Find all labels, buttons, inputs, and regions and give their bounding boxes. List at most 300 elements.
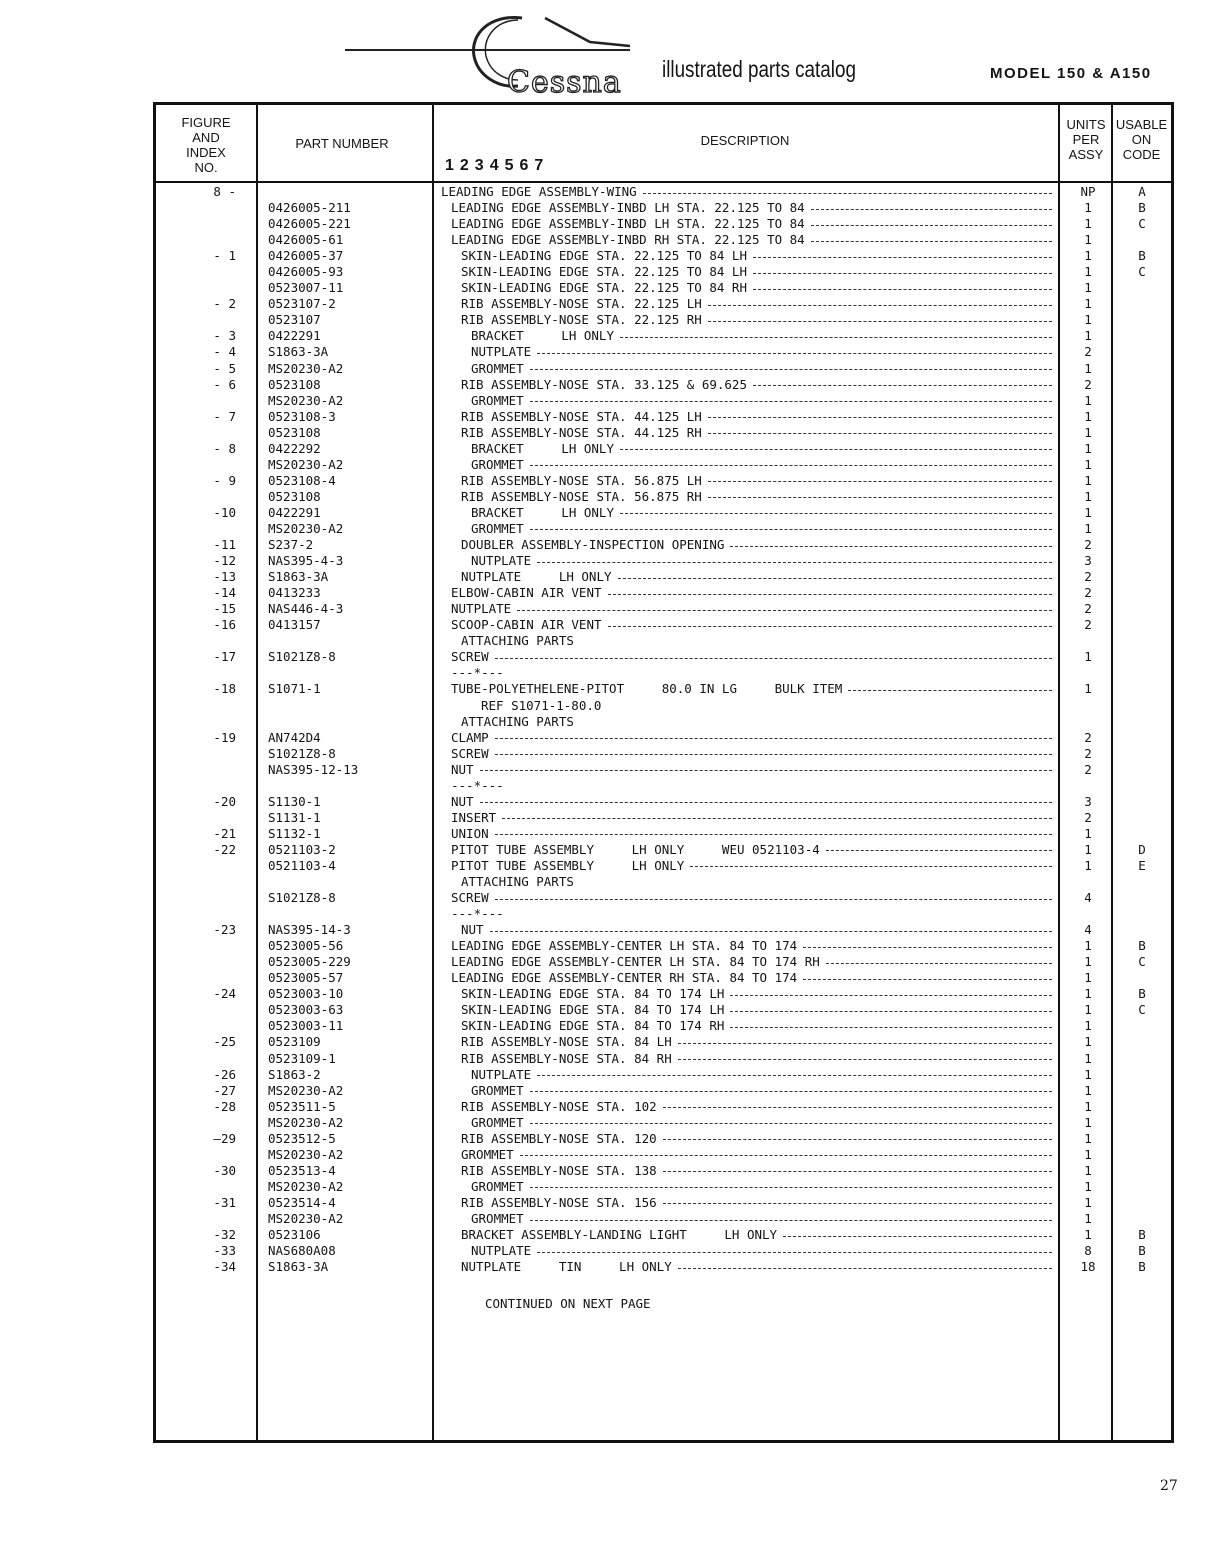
column-header-description: DESCRIPTION bbox=[700, 133, 790, 148]
table-row bbox=[156, 248, 1171, 264]
leader-line bbox=[495, 754, 1052, 755]
description bbox=[451, 810, 1056, 826]
table-row bbox=[156, 1259, 1171, 1275]
leader-line bbox=[620, 513, 1052, 514]
leader-line bbox=[530, 529, 1052, 530]
part-number: MS20230-A2 bbox=[268, 456, 344, 472]
leader-line bbox=[753, 385, 1052, 386]
description-text: RIB ASSEMBLY-NOSE STA. 44.125 RH bbox=[461, 424, 702, 440]
table-row bbox=[156, 1018, 1171, 1034]
part-number: MS20230-A2 bbox=[268, 1082, 344, 1098]
figure-index: -25 bbox=[213, 1034, 236, 1050]
description-text: SKIN-LEADING EDGE STA. 84 TO 174 LH bbox=[461, 1002, 725, 1018]
description-text: LEADING EDGE ASSEMBLY-CENTER LH STA. 84 TO 174 RH bbox=[451, 954, 820, 970]
units-per-assy: 1 bbox=[1084, 504, 1092, 520]
description-text: RIB ASSEMBLY-NOSE STA. 33.125 & 69.625 bbox=[461, 376, 747, 392]
description-text: GROMMET bbox=[461, 1146, 514, 1162]
table-row bbox=[156, 1067, 1171, 1083]
description-text: CLAMP bbox=[451, 729, 489, 745]
figure-index: -19 bbox=[213, 729, 236, 745]
table-row bbox=[156, 1243, 1171, 1259]
figure-index: -26 bbox=[213, 1066, 236, 1082]
description-text: RIB ASSEMBLY-NOSE STA. 44.125 LH bbox=[461, 408, 702, 424]
description bbox=[451, 762, 1056, 778]
table-row bbox=[156, 280, 1171, 296]
units-per-assy: 4 bbox=[1084, 890, 1092, 906]
model-label: MODEL 150 & A150 bbox=[990, 65, 1152, 82]
leader-line bbox=[663, 1203, 1052, 1204]
description-text: NUT bbox=[461, 922, 484, 938]
cessna-logo bbox=[460, 14, 660, 100]
table-row bbox=[156, 553, 1171, 569]
table-row bbox=[156, 778, 1171, 794]
part-number: 0523514-4 bbox=[268, 1194, 336, 1210]
description-text: ---*--- bbox=[451, 665, 504, 681]
continued-note: CONTINUED ON NEXT PAGE bbox=[485, 1296, 651, 1311]
table-row bbox=[156, 409, 1171, 425]
figure-index: -24 bbox=[213, 986, 236, 1002]
leader-line bbox=[848, 690, 1052, 691]
description-text: SCREW bbox=[451, 745, 489, 761]
description bbox=[451, 890, 1056, 906]
usable-on-code: E bbox=[1138, 857, 1146, 873]
leader-line bbox=[811, 225, 1052, 226]
description-text: ATTACHING PARTS bbox=[461, 874, 574, 890]
leader-line bbox=[678, 1059, 1052, 1060]
description bbox=[451, 842, 1056, 858]
part-number: 0523511-5 bbox=[268, 1098, 336, 1114]
description bbox=[461, 264, 1056, 280]
units-per-assy: 1 bbox=[1084, 1082, 1092, 1098]
units-per-assy: 1 bbox=[1084, 1114, 1092, 1130]
table-row bbox=[156, 922, 1171, 938]
table-row bbox=[156, 296, 1171, 312]
units-per-assy: 1 bbox=[1084, 825, 1092, 841]
units-per-assy: 1 bbox=[1084, 440, 1092, 456]
units-per-assy: 1 bbox=[1084, 200, 1092, 216]
description-text: INSERT bbox=[451, 809, 497, 825]
description-text: GROMMET bbox=[471, 1211, 524, 1226]
table-row bbox=[156, 762, 1171, 778]
column-header-part-number: PART NUMBER bbox=[295, 136, 389, 151]
part-number: MS20230-A2 bbox=[268, 392, 344, 408]
usable-on-code: D bbox=[1138, 841, 1146, 857]
description bbox=[451, 617, 1056, 633]
figure-index: -34 bbox=[213, 1259, 236, 1275]
leader-line bbox=[811, 209, 1052, 210]
leader-line bbox=[530, 465, 1052, 466]
part-number: AN742D4 bbox=[268, 729, 321, 745]
table-row bbox=[156, 681, 1171, 697]
leader-line bbox=[708, 305, 1052, 306]
usable-on-code: B bbox=[1138, 1243, 1146, 1259]
description-text: NUTPLATE bbox=[471, 1066, 532, 1082]
description bbox=[461, 489, 1056, 505]
part-number: S237-2 bbox=[268, 537, 314, 553]
leader-line bbox=[620, 337, 1052, 338]
table-row bbox=[156, 1051, 1171, 1067]
description-text: RIB ASSEMBLY-NOSE STA. 120 bbox=[461, 1130, 657, 1146]
description bbox=[461, 280, 1056, 296]
description bbox=[471, 361, 1056, 377]
leader-line bbox=[730, 1011, 1052, 1012]
leader-line bbox=[608, 626, 1052, 627]
leader-line bbox=[690, 866, 1052, 867]
units-per-assy: 18 bbox=[1080, 1259, 1096, 1275]
part-number: MS20230-A2 bbox=[268, 520, 344, 536]
leader-line bbox=[708, 321, 1052, 322]
part-number: S1863-3A bbox=[268, 569, 329, 585]
part-number: 0523109 bbox=[268, 1034, 321, 1050]
description-text: NUTPLATE bbox=[471, 344, 532, 360]
description bbox=[461, 1051, 1056, 1067]
description bbox=[451, 216, 1056, 232]
part-number: 0523107 bbox=[268, 312, 321, 328]
units-per-assy: 1 bbox=[1084, 1050, 1092, 1066]
leader-line bbox=[530, 401, 1052, 402]
part-number: MS20230-A2 bbox=[268, 1211, 344, 1226]
figure-index: -20 bbox=[213, 793, 236, 809]
leader-line bbox=[530, 1123, 1052, 1124]
units-per-assy: 1 bbox=[1084, 970, 1092, 986]
leader-line bbox=[753, 273, 1052, 274]
description-text: GROMMET bbox=[471, 1082, 524, 1098]
part-number: S1021Z8-8 bbox=[268, 745, 336, 761]
part-number: 0523108-4 bbox=[268, 472, 336, 488]
units-per-assy: 8 bbox=[1084, 1243, 1092, 1259]
units-per-assy: 1 bbox=[1084, 649, 1092, 665]
description bbox=[461, 296, 1056, 312]
leader-line bbox=[663, 1171, 1052, 1172]
description bbox=[461, 1163, 1056, 1179]
units-per-assy: 1 bbox=[1084, 472, 1092, 488]
leader-line bbox=[753, 289, 1052, 290]
description bbox=[471, 1115, 1056, 1131]
part-number: NAS680A08 bbox=[268, 1243, 336, 1259]
description bbox=[481, 698, 1056, 714]
description-text: SCOOP-CABIN AIR VENT bbox=[451, 617, 602, 633]
table-row bbox=[156, 794, 1171, 810]
description bbox=[471, 1211, 1056, 1227]
description-text: RIB ASSEMBLY-NOSE STA. 102 bbox=[461, 1098, 657, 1114]
description bbox=[461, 1002, 1056, 1018]
table-row bbox=[156, 874, 1171, 890]
part-number: 0523513-4 bbox=[268, 1162, 336, 1178]
indent-ruler: 1234567 bbox=[445, 157, 550, 174]
description-text: RIB ASSEMBLY-NOSE STA. 56.875 RH bbox=[461, 488, 702, 504]
usable-on-code: C bbox=[1138, 264, 1146, 280]
leader-line bbox=[495, 658, 1052, 659]
figure-index: -12 bbox=[213, 553, 236, 569]
table-row bbox=[156, 264, 1171, 280]
description bbox=[461, 1147, 1056, 1163]
usable-on-code: C bbox=[1138, 216, 1146, 232]
table-row bbox=[156, 328, 1171, 344]
figure-index: -27 bbox=[213, 1082, 236, 1098]
description-text: PITOT TUBE ASSEMBLY LH ONLY bbox=[451, 857, 685, 873]
description bbox=[451, 794, 1056, 810]
part-number: NAS395-4-3 bbox=[268, 553, 344, 569]
part-number: 0426005-61 bbox=[268, 232, 344, 248]
leader-line bbox=[678, 1043, 1052, 1044]
table-row bbox=[156, 344, 1171, 360]
description-text: ---*--- bbox=[451, 906, 504, 922]
description bbox=[471, 328, 1056, 344]
description-text: UNION bbox=[451, 825, 489, 841]
table-row bbox=[156, 312, 1171, 328]
table-row bbox=[156, 1227, 1171, 1243]
part-number: 0413233 bbox=[268, 585, 321, 601]
table-row bbox=[156, 1083, 1171, 1099]
leader-line bbox=[530, 1187, 1052, 1188]
table-row bbox=[156, 633, 1171, 649]
description bbox=[451, 200, 1056, 216]
description bbox=[461, 1259, 1056, 1275]
table-row bbox=[156, 714, 1171, 730]
part-number: MS20230-A2 bbox=[268, 1114, 344, 1130]
units-per-assy: 1 bbox=[1084, 1178, 1092, 1194]
leader-line bbox=[537, 1252, 1052, 1253]
leader-line bbox=[730, 995, 1052, 996]
table-row bbox=[156, 441, 1171, 457]
units-per-assy: 1 bbox=[1084, 392, 1092, 408]
leader-line bbox=[708, 497, 1052, 498]
units-per-assy: 1 bbox=[1084, 296, 1092, 312]
description-text: GROMMET bbox=[471, 520, 524, 536]
description bbox=[471, 553, 1056, 569]
part-number: 0523007-11 bbox=[268, 280, 344, 296]
figure-index: -33 bbox=[213, 1243, 236, 1259]
table-row bbox=[156, 649, 1171, 665]
part-number: 0426005-221 bbox=[268, 216, 351, 232]
leader-line bbox=[608, 594, 1052, 595]
description-text: RIB ASSEMBLY-NOSE STA. 138 bbox=[461, 1162, 657, 1178]
leader-line bbox=[480, 802, 1052, 803]
part-number: 0523005-56 bbox=[268, 938, 344, 954]
part-number: S1071-1 bbox=[268, 681, 321, 697]
usable-on-code: B bbox=[1138, 1227, 1146, 1243]
figure-index: —29 bbox=[213, 1130, 236, 1146]
description-text: LEADING EDGE ASSEMBLY-WING bbox=[441, 184, 637, 199]
part-number: 0523003-63 bbox=[268, 1002, 344, 1018]
header-divider bbox=[156, 181, 1171, 183]
table-row bbox=[156, 1195, 1171, 1211]
table-row bbox=[156, 1034, 1171, 1050]
figure-index: - 2 bbox=[213, 296, 236, 312]
description bbox=[461, 248, 1056, 264]
description bbox=[461, 1195, 1056, 1211]
description bbox=[451, 938, 1056, 954]
description bbox=[451, 681, 1056, 697]
description bbox=[461, 569, 1056, 585]
units-per-assy: 2 bbox=[1084, 344, 1092, 360]
part-number: 0422291 bbox=[268, 328, 321, 344]
table-row bbox=[156, 665, 1171, 681]
units-per-assy: 1 bbox=[1084, 986, 1092, 1002]
figure-index: - 3 bbox=[213, 328, 236, 344]
part-number: S1131-1 bbox=[268, 809, 321, 825]
units-per-assy: 1 bbox=[1084, 520, 1092, 536]
description bbox=[471, 457, 1056, 473]
part-number: 0422291 bbox=[268, 504, 321, 520]
usable-on-code: B bbox=[1138, 1259, 1146, 1275]
part-number: 0426005-93 bbox=[268, 264, 344, 280]
units-per-assy: 1 bbox=[1084, 328, 1092, 344]
description-text: LEADING EDGE ASSEMBLY-INBD RH STA. 22.125 TO 84 bbox=[451, 232, 805, 248]
description-text: TUBE-POLYETHELENE-PITOT 80.0 IN LG BULK ITEM bbox=[451, 681, 843, 697]
table-row bbox=[156, 537, 1171, 553]
table-row bbox=[156, 730, 1171, 746]
units-per-assy: 2 bbox=[1084, 376, 1092, 392]
table-row bbox=[156, 1179, 1171, 1195]
figure-index: -23 bbox=[213, 922, 236, 938]
part-number: S1863-3A bbox=[268, 1259, 329, 1275]
part-number: 0523003-10 bbox=[268, 986, 344, 1002]
description-text: NUTPLATE bbox=[471, 1243, 532, 1259]
leader-line bbox=[520, 1155, 1052, 1156]
units-per-assy: 1 bbox=[1084, 938, 1092, 954]
description bbox=[451, 858, 1056, 874]
description-text: GROMMET bbox=[471, 360, 524, 376]
usable-on-code: C bbox=[1138, 954, 1146, 970]
description bbox=[451, 970, 1056, 986]
description-text: REF S1071-1-80.0 bbox=[481, 697, 602, 713]
description-text: RIB ASSEMBLY-NOSE STA. 156 bbox=[461, 1194, 657, 1210]
description-text: LEADING EDGE ASSEMBLY-INBD LH STA. 22.125 TO 84 bbox=[451, 200, 805, 216]
leader-line bbox=[708, 481, 1052, 482]
description-text: SCREW bbox=[451, 649, 489, 665]
units-per-assy: 1 bbox=[1084, 841, 1092, 857]
description bbox=[461, 874, 1056, 890]
units-per-assy: 1 bbox=[1084, 232, 1092, 248]
units-per-assy: 2 bbox=[1084, 585, 1092, 601]
part-number: 0523107-2 bbox=[268, 296, 336, 312]
description bbox=[451, 826, 1056, 842]
units-per-assy: 2 bbox=[1084, 809, 1092, 825]
units-per-assy: 1 bbox=[1084, 424, 1092, 440]
leader-line bbox=[730, 546, 1052, 547]
part-number: 0523108 bbox=[268, 376, 321, 392]
part-number: S1130-1 bbox=[268, 793, 321, 809]
leader-line bbox=[826, 850, 1052, 851]
table-row bbox=[156, 1115, 1171, 1131]
figure-index: - 5 bbox=[213, 360, 236, 376]
table-row bbox=[156, 938, 1171, 954]
table-row bbox=[156, 698, 1171, 714]
table-row bbox=[156, 601, 1171, 617]
figure-index: -28 bbox=[213, 1098, 236, 1114]
description bbox=[461, 1018, 1056, 1034]
description bbox=[451, 906, 1056, 922]
table-body bbox=[156, 184, 1171, 1275]
units-per-assy: 2 bbox=[1084, 569, 1092, 585]
units-per-assy: 1 bbox=[1084, 264, 1092, 280]
description-text: RIB ASSEMBLY-NOSE STA. 84 LH bbox=[461, 1034, 672, 1050]
units-per-assy: 2 bbox=[1084, 537, 1092, 553]
table-row bbox=[156, 1099, 1171, 1115]
description bbox=[471, 1179, 1056, 1195]
table-row bbox=[156, 986, 1171, 1002]
table-row bbox=[156, 954, 1171, 970]
description-text: ELBOW-CABIN AIR VENT bbox=[451, 585, 602, 601]
leader-line bbox=[708, 433, 1052, 434]
catalog-title: illustrated parts catalog bbox=[662, 56, 856, 82]
part-number: 0521103-2 bbox=[268, 841, 336, 857]
figure-index: - 1 bbox=[213, 248, 236, 264]
units-per-assy: 1 bbox=[1084, 1002, 1092, 1018]
figure-index: - 8 bbox=[213, 440, 236, 456]
table-row bbox=[156, 521, 1171, 537]
table-row bbox=[156, 1131, 1171, 1147]
table-row bbox=[156, 505, 1171, 521]
part-number: MS20230-A2 bbox=[268, 360, 344, 376]
part-number: S1021Z8-8 bbox=[268, 649, 336, 665]
description bbox=[461, 1131, 1056, 1147]
leader-line bbox=[495, 899, 1052, 900]
leader-line bbox=[663, 1107, 1052, 1108]
table-row bbox=[156, 216, 1171, 232]
leader-line bbox=[502, 818, 1052, 819]
table-row bbox=[156, 473, 1171, 489]
units-per-assy: 3 bbox=[1084, 553, 1092, 569]
figure-index: - 6 bbox=[213, 376, 236, 392]
table-row bbox=[156, 1147, 1171, 1163]
table-row bbox=[156, 810, 1171, 826]
usable-on-code: B bbox=[1138, 986, 1146, 1002]
leader-line bbox=[495, 738, 1052, 739]
description-text: NUTPLATE bbox=[451, 601, 512, 617]
description-text: LEADING EDGE ASSEMBLY-CENTER RH STA. 84 TO 174 bbox=[451, 970, 798, 986]
table-row bbox=[156, 585, 1171, 601]
page-header bbox=[0, 0, 1212, 100]
description bbox=[461, 425, 1056, 441]
column-header-figure: FIGURE AND INDEX NO. bbox=[181, 115, 231, 175]
leader-line bbox=[480, 770, 1052, 771]
description bbox=[471, 1083, 1056, 1099]
part-number: S1863-3A bbox=[268, 344, 329, 360]
description bbox=[451, 778, 1056, 794]
description-text: NUTPLATE bbox=[471, 553, 532, 569]
leader-line bbox=[530, 1220, 1052, 1221]
table-row bbox=[156, 393, 1171, 409]
table-row bbox=[156, 184, 1171, 200]
figure-index: - 4 bbox=[213, 344, 236, 360]
description bbox=[461, 473, 1056, 489]
part-number: 0523108-3 bbox=[268, 408, 336, 424]
description-text: LEADING EDGE ASSEMBLY-INBD LH STA. 22.125 TO 84 bbox=[451, 216, 805, 232]
description-text: NUTPLATE TIN LH ONLY bbox=[461, 1259, 672, 1275]
description-text: GROMMET bbox=[471, 392, 524, 408]
leader-line bbox=[811, 241, 1052, 242]
usable-on-code: C bbox=[1138, 1002, 1146, 1018]
description-text: GROMMET bbox=[471, 1178, 524, 1194]
leader-line bbox=[803, 947, 1052, 948]
units-per-assy: 1 bbox=[1084, 456, 1092, 472]
units-per-assy: NP bbox=[1080, 184, 1096, 199]
table-row bbox=[156, 842, 1171, 858]
figure-index: -22 bbox=[213, 841, 236, 857]
description-text: LEADING EDGE ASSEMBLY-CENTER LH STA. 84 TO 174 bbox=[451, 938, 798, 954]
part-number: 0422292 bbox=[268, 440, 321, 456]
leader-line bbox=[708, 417, 1052, 418]
description bbox=[441, 184, 1056, 200]
description bbox=[451, 746, 1056, 762]
table-row bbox=[156, 425, 1171, 441]
description-text: RIB ASSEMBLY-NOSE STA. 22.125 LH bbox=[461, 296, 702, 312]
units-per-assy: 1 bbox=[1084, 1194, 1092, 1210]
description-text: SKIN-LEADING EDGE STA. 22.125 TO 84 RH bbox=[461, 280, 747, 296]
table-row bbox=[156, 569, 1171, 585]
